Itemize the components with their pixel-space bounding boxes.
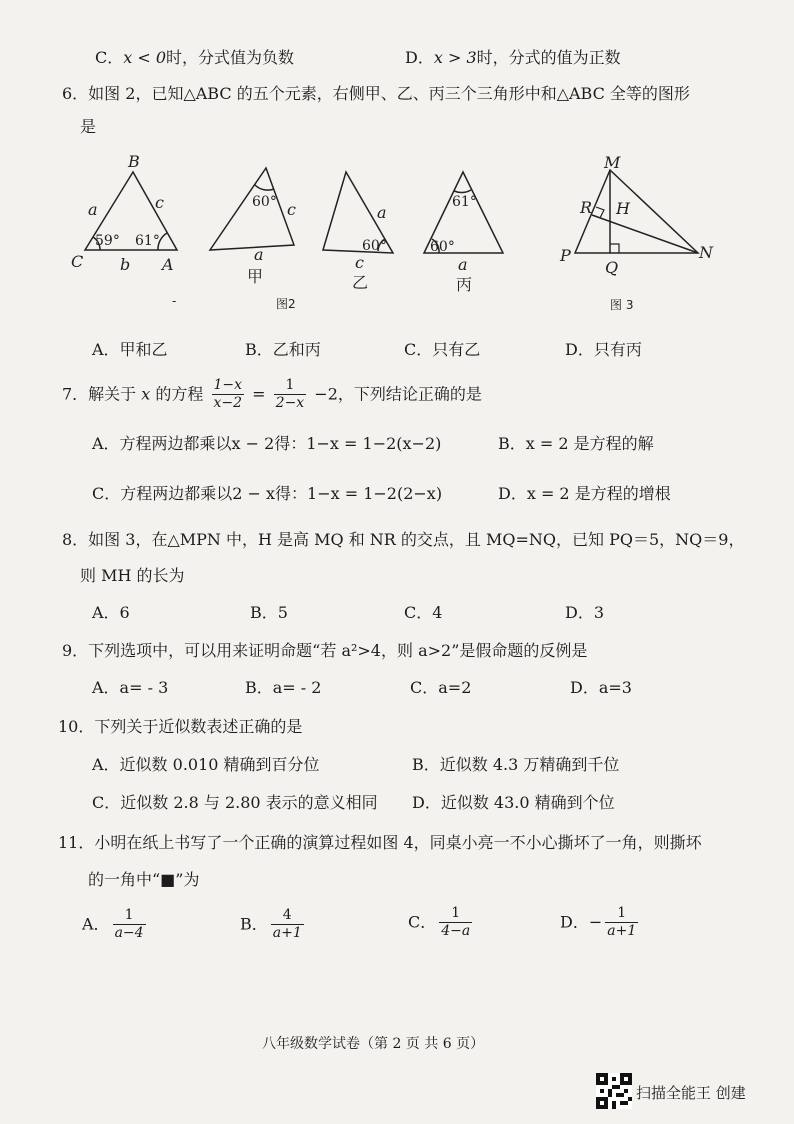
q11-option-d: D．− $\frac{1}{a+1}$ <box>560 905 637 940</box>
q10-option-a: A．近似数 0.010 精确到百分位 <box>92 755 320 774</box>
yi-label-a: a <box>377 203 387 222</box>
q5-option-c: C．x < 0时，分式值为负数 <box>95 48 295 67</box>
yi-angle-label: 60° <box>362 238 387 254</box>
right-angle-q <box>610 244 619 253</box>
q6-option-d: D．只有丙 <box>565 340 642 359</box>
label-a: A <box>162 255 174 274</box>
fig3-label-q: Q <box>605 258 619 277</box>
q10-stem: 10．下列关于近似数表述正确的是 <box>58 717 303 736</box>
bing-label-a: a <box>458 255 468 274</box>
fig3-label-n: N <box>699 243 713 262</box>
q6-stem-line2: 是 <box>80 117 97 136</box>
fig3-label-p: P <box>560 246 571 265</box>
q8-option-a: A．6 <box>92 603 130 622</box>
page-footer: 八年级数学试卷（第 2 页 共 6 页） <box>262 1036 485 1052</box>
fig3-label-m: M <box>604 153 621 172</box>
altitude-nr <box>592 215 698 253</box>
q6-option-a: A．甲和乙 <box>92 340 168 359</box>
label-b-side: b <box>120 255 131 274</box>
qr-code-icon <box>596 1073 632 1109</box>
q11-stem-line2: 的一角中“■”为 <box>88 870 200 889</box>
angle-c-label: 59° <box>95 233 120 249</box>
q7-option-c: C．方程两边都乘以2 − x得：1−x = 1−2(2−x) <box>92 484 443 503</box>
q8-option-d: D．3 <box>565 603 605 622</box>
label-b: B <box>128 152 140 171</box>
fig2-dash: - <box>172 294 177 308</box>
jia-angle-arc <box>255 185 274 190</box>
figures-2-3 <box>0 0 794 330</box>
bing-angle1-label: 61° <box>452 194 477 210</box>
q8-option-b: B．5 <box>250 603 288 622</box>
q7-lhs-fraction: $\frac{1-x}{x-2}$ <box>213 377 243 412</box>
q6-option-c: C．只有乙 <box>404 340 481 359</box>
scanner-watermark: 扫描全能王 创建 <box>636 1084 746 1102</box>
q9-stem: 9．下列选项中，可以用来证明命题“若 a²>4，则 a>2”是假命题的反例是 <box>62 641 588 660</box>
q7-rhs-fraction: $\frac{1}{2-x}$ <box>275 377 305 412</box>
q11-stem-line1: 11．小明在纸上书写了一个正确的演算过程如图 4，同桌小亮一不小心撕坏了一角，则撕坏 <box>58 833 702 852</box>
bing-angle2-label: 60° <box>430 239 455 255</box>
fig2-caption: 图2 <box>276 297 296 311</box>
q10-option-c: C．近似数 2.8 与 2.80 表示的意义相同 <box>92 793 378 812</box>
q7-option-b: B．x = 2 是方程的解 <box>498 434 654 453</box>
triangle-mpn <box>575 170 698 253</box>
q9-option-b: B．a= - 2 <box>245 678 322 697</box>
q11-option-b: B． $\frac{4}{a+1}$ <box>240 907 302 942</box>
q9-option-a: A．a= - 3 <box>92 678 169 697</box>
q8-stem-line1: 8．如图 3，在△MPN 中，H 是高 MQ 和 NR 的交点，且 MQ=NQ，已知 PQ＝5，NQ＝9， <box>62 530 745 549</box>
jia-label-c: c <box>287 200 296 219</box>
q7-option-a: A．方程两边都乘以x − 2得：1−x = 1−2(x−2) <box>92 434 442 453</box>
q11-option-a: A． $\frac{1}{a-4}$ <box>82 907 144 942</box>
yi-label-c: c <box>355 253 364 272</box>
label-yi: 乙 <box>352 273 369 292</box>
q5-option-d: D．x > 3时，分式的值为正数 <box>405 48 621 67</box>
q7-option-d: D．x = 2 是方程的增根 <box>498 484 671 503</box>
label-bing: 丙 <box>456 275 473 294</box>
bing-angle-arc <box>454 190 471 192</box>
q10-option-d: D．近似数 43.0 精确到个位 <box>412 793 615 812</box>
jia-angle-label: 60° <box>252 194 277 210</box>
q9-option-c: C．a=2 <box>410 678 472 697</box>
q9-option-d: D．a=3 <box>570 678 632 697</box>
q11-option-c: C． $\frac{1}{4-a}$ <box>408 905 471 940</box>
q8-stem-line2: 则 MH 的长为 <box>80 566 185 585</box>
fig3-label-h: H <box>616 199 630 218</box>
q8-option-c: C．4 <box>404 603 443 622</box>
q6-stem-line1: 6．如图 2，已知△ABC 的五个元素，右侧甲、乙、丙三个三角形中和△ABC 全等的图形 <box>62 84 690 103</box>
q7-stem: 7．解关于 x 的方程 $\frac{1-x}{x-2}$ = $\frac{1}{2-x}$ −2，下列结论正确的是 <box>62 377 482 412</box>
fig3-label-r: R <box>580 198 593 217</box>
q6-option-b: B．乙和丙 <box>245 340 321 359</box>
fig3-caption: 图 3 <box>610 298 634 312</box>
label-jia: 甲 <box>247 267 264 286</box>
q10-option-b: B．近似数 4.3 万精确到千位 <box>412 755 620 774</box>
label-a-side: a <box>88 200 98 219</box>
jia-label-a: a <box>254 245 264 264</box>
angle-a-label: 61° <box>135 233 160 249</box>
label-c: C <box>71 252 84 271</box>
label-c-side: c <box>155 193 164 212</box>
